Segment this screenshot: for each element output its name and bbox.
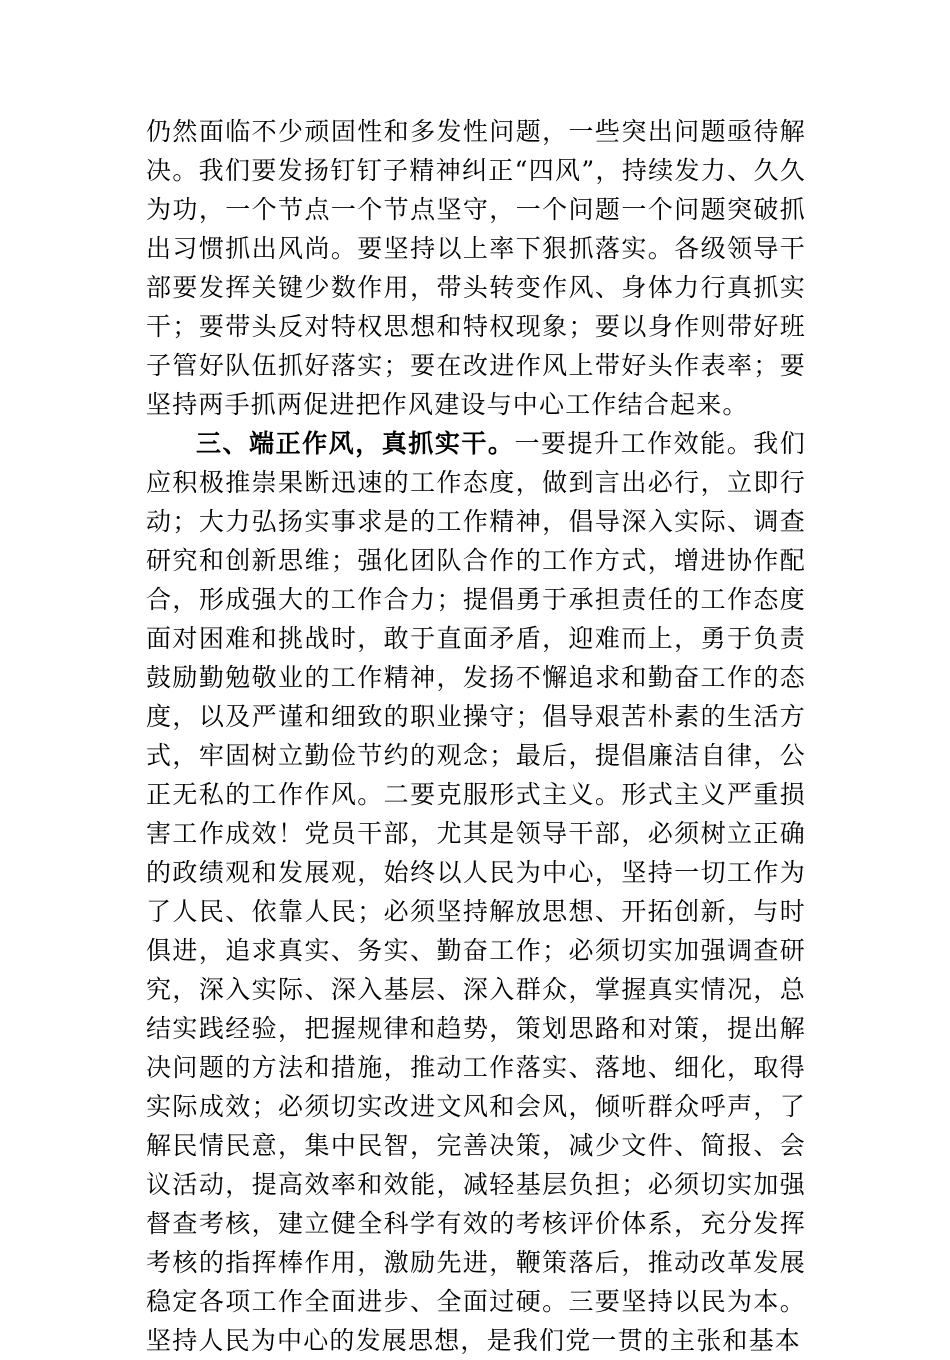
paragraph-continuation: 仍然面临不少顽固性和多发性问题，一些突出问题亟待解决。我们要发扬钉钉子精神纠正“四风”，持续发力、久久为功，一个节点一个节点坚守，一个问题一个问题突破抓出习惯抓出风尚。要坚持以上率下狠抓落实。各级领导干部要发挥关键少数作用，带头转变作风、身体力行真抓实干；要带头反对特权思想和特权现象；要以身作则带好班子管好队伍抓好落实；要在改进作风上带好头作表率；要坚持两手抓两促进把作风建设与中心工作结合起来。 xyxy=(146,117,806,419)
section-heading: 三、端正作风，真抓实干。 xyxy=(196,429,515,458)
document-body xyxy=(146,112,806,1360)
paragraph-section-3 xyxy=(146,424,806,1360)
section-body: 一要提升工作效能。我们应积极推崇果断迅速的工作态度，做到言出必行，立即行动；大力弘扬实事求是的工作精神，倡导深入实际、调查研究和创新思维；强化团队合作的工作方式，增进协作配合，形成强大的工作合力；提倡勇于承担责任的工作态度面对困难和挑战时，敢于直面矛盾，迎难而上，勇于负责鼓励勤勉敬业的工作精神，发扬不懈追求和勤奋工作的态度，以及严谨和细致的职业操守；倡导艰苦朴素的生活方式，牢固树立勤俭节约的观念；最后，提倡廉洁自律，公正无私的工作作风。二要克服形式主义。形式主义严重损害工作成效！党员干部，尤其是领导干部，必须树立正确的政绩观和发展观，始终以人民为中心，坚持一切工作为了人民、依靠人民；必须坚持解放思想、开拓创新，与时俱进，追求真实、务实、勤奋工作；必须切实加强调查研究，深入实际、深入基层、深入群众，掌握真实情况，总结实践经验，把握规律和趋势，策划思路和对策，提出解决问题的方法和措施，推动工作落实、落地、细化，取得实际成效；必须切实改进文风和会风，倾听群众呼声，了解民情民意，集中民智，完善决策，减少文件、简报、会议活动，提高效率和效能，减轻基层负担；必须切实加强督查考核，建立健全科学有效的考核评价体系，充分发挥考核的指挥棒作用，激励先进，鞭策落后，推动改革发展稳定各项工作全面进步、全面过硬。三要坚持以民为本。坚持人民为中心的发展思想，是我们党一贯的主张和基本 xyxy=(146,429,806,1355)
